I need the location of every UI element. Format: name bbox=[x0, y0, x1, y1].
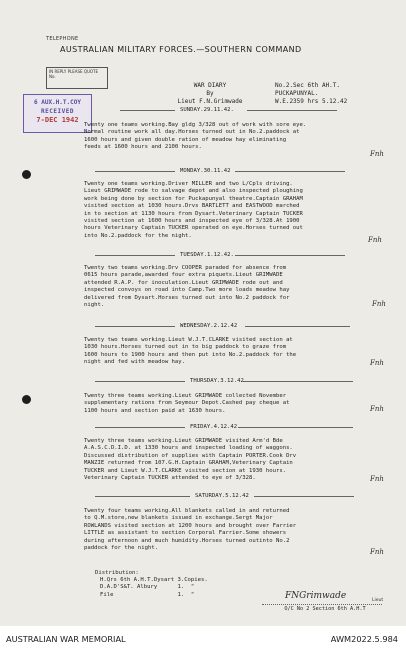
entry-line: Twenty two teams working.Drv COOPER paraded for absence from bbox=[84, 265, 287, 271]
distribution-list bbox=[95, 570, 275, 599]
entry-line: Veterinary Captain TUCKER attended to eye of 3/328. bbox=[84, 475, 256, 482]
day-heading-tuesday: TUESDAY.1.12.42. bbox=[180, 252, 234, 258]
entry-line: feeds at 1600 hours and 2100 hours. bbox=[84, 144, 202, 151]
signature: FNGrimwade bbox=[285, 591, 347, 601]
heading-rule bbox=[95, 326, 175, 327]
entry-line: TUCKER and Lieut W.J.T.CLARKE visited section at 1930 hours. bbox=[84, 467, 287, 474]
entry-line: Twenty three teams working.Lieut GRIMWADE collected November bbox=[84, 393, 287, 399]
unit-section: No.2.Sec 6th AH.T. bbox=[275, 82, 341, 89]
entry-line: 1600 hours to 1900 hours and then put into No.2.paddock for the bbox=[84, 351, 297, 358]
telephone-label: TELEPHONE bbox=[46, 36, 79, 42]
entry-line: during afternoon and much humidity.Horses turned outinto No.2 bbox=[84, 537, 290, 544]
entry-line: into No.2.paddock for the night. bbox=[84, 232, 192, 239]
stamp-received: RECEIVED bbox=[41, 108, 74, 115]
diary-by: By bbox=[206, 90, 214, 97]
reply-quote-number: No. bbox=[49, 74, 56, 79]
entry-line: Twenty two teams working.Lieut W.J.T.CLARKE visited section at bbox=[84, 337, 293, 343]
heading-rule bbox=[238, 427, 353, 428]
day-entry-monday bbox=[84, 181, 374, 240]
day-entry-saturday bbox=[84, 508, 374, 552]
unit-location: PUCKAPUNYAL. bbox=[275, 90, 319, 97]
reply-quote-label: IN REPLY PLEASE QUOTE bbox=[49, 69, 99, 74]
day-entry-wednesday bbox=[84, 337, 374, 367]
initials-tuesday: Fnh bbox=[372, 300, 386, 308]
signature-line bbox=[262, 604, 382, 605]
punch-hole bbox=[22, 170, 31, 179]
entry-line: delivered from Dysart.Horses turned out into No.2 paddock for bbox=[84, 294, 290, 301]
day-heading-sunday: SUNDAY.29.11.42. bbox=[180, 107, 234, 113]
day-heading-wednesday: WEDNESDAY.2.12.42 bbox=[180, 323, 238, 329]
entry-line: 1100 hours and section paid at 1630 hours. bbox=[84, 407, 226, 414]
day-heading-saturday: SATURDAY.5.12.42 bbox=[195, 493, 249, 499]
entry-line: paddock for the night. bbox=[84, 545, 159, 552]
entry-line: MANZIE returned from 107.G.H.Captain GRAHAM,Veterinary Captain bbox=[84, 460, 293, 467]
heading-rule bbox=[235, 171, 345, 172]
signature-rank: Lieut bbox=[372, 598, 384, 603]
entry-line: ROWLANDS visited section at 1200 hours and brought over Farrier bbox=[84, 522, 297, 529]
archive-reference: AWM2022.5.984 bbox=[330, 634, 398, 644]
entry-line: visited section at 1600 hours and inspected eye of 3/328.At 1900 bbox=[84, 218, 300, 225]
day-entry-friday bbox=[84, 438, 374, 482]
entry-line: hours Veterinary Captain TUCKER operated on eye.Horses turned out bbox=[84, 225, 303, 232]
entry-line: inspected convoys on road into Camp.Two more loads meadow hay bbox=[84, 287, 290, 294]
initials-wednesday: Fnh bbox=[370, 359, 384, 367]
heading-rule bbox=[235, 255, 345, 256]
day-entry-sunday bbox=[84, 122, 374, 152]
entry-line: 1030 hours.Horses turned out in to big paddock to graze from bbox=[84, 344, 287, 351]
entry-line: 0615 hours parade,awarded four extra piquets.Lieut GRIMWADE bbox=[84, 272, 283, 279]
entry-line: visited section at 1030 hours.Drvs BARTLETT and EASTWOOD marched bbox=[84, 203, 300, 210]
unit-block bbox=[275, 82, 395, 106]
day-heading-friday: FRIDAY.4.12.42 bbox=[190, 424, 238, 430]
entry-line: Lieut GRIMWADE rode to salvage depot and also inspected ploughing bbox=[84, 188, 303, 195]
entry-line: Twenty four teams working.All blankets called in and returned bbox=[84, 508, 290, 514]
punch-hole bbox=[22, 395, 31, 404]
initials-saturday: Fnh bbox=[370, 548, 384, 556]
entry-line: in to section at 1130 hours from Dysart.Veterinary Captain TUCKER bbox=[84, 210, 303, 217]
archive-credit: AUSTRALIAN WAR MEMORIAL bbox=[6, 634, 126, 644]
diary-title-block bbox=[160, 82, 260, 106]
distribution-line: D.A.D'S&T. Albury 1. " bbox=[100, 584, 195, 591]
entry-line: A.A.S.C.D.I.D. at 1330 hours and inspected loading of waggons. bbox=[84, 445, 293, 452]
entry-line: supplementary rations from Seymour Depot.Cashed pay cheque at bbox=[84, 400, 290, 407]
entry-line: to Q.M.store,new blankets issued in exchange.Sergt Major bbox=[84, 515, 273, 522]
entry-line: night. bbox=[84, 302, 105, 309]
heading-rule bbox=[95, 171, 175, 172]
entry-line: Normal routine work all day.Horses turned out in No.2.paddock at bbox=[84, 129, 300, 136]
stamp-unit: 6 AUX.H.T.COY bbox=[34, 99, 81, 106]
day-heading-thursday: THURSDAY.3.12.42 bbox=[190, 378, 244, 384]
entry-line: Discussed distribution of supplies with Captain PORTER.Cook Drv bbox=[84, 452, 297, 459]
day-entry-thursday bbox=[84, 393, 374, 415]
day-entry-tuesday bbox=[84, 265, 374, 309]
heading-rule bbox=[95, 496, 190, 497]
initials-sunday: Fnh bbox=[370, 150, 384, 158]
diary-title: WAR DIARY bbox=[193, 82, 227, 89]
stamp-date: 7-DEC 1942 bbox=[36, 116, 79, 124]
entry-line: Twenty one teams working.Bay gldg 3/328 out of work with sore eye. bbox=[84, 122, 307, 128]
entry-line: work being done by section for Puckapunyal theatre.Captain GRAHAM bbox=[84, 195, 303, 202]
initials-monday: Fnh bbox=[368, 236, 382, 244]
entry-line: Twenty three teams working.Lieut GRIMWADE visited Arm'd Bde bbox=[84, 438, 283, 444]
distribution-line: File 1. " bbox=[100, 591, 195, 598]
entry-line: attended R.A.P. for inoculation.Lieut GRIMWADE rode out and bbox=[84, 279, 283, 286]
letterhead-title: AUSTRALIAN MILITARY FORCES.—SOUTHERN COMMAND bbox=[60, 45, 302, 54]
entry-line: night and fed with meadow hay. bbox=[84, 359, 186, 366]
initials-thursday: Fnh bbox=[370, 405, 384, 413]
heading-rule bbox=[95, 255, 175, 256]
initials-friday: Fnh bbox=[370, 475, 384, 483]
week-ending: W.E.2359 hrs 5.12.42 bbox=[275, 98, 348, 105]
reply-quote-box bbox=[46, 67, 108, 89]
diary-author: Lieut F.N.Grimwade bbox=[177, 98, 243, 105]
entry-line: LITTLE as assistant to section Corporal Farrier.Some showers bbox=[84, 530, 287, 537]
heading-rule bbox=[247, 110, 337, 111]
entry-line: Twenty one teams working.Driver MILLER and two L/Cpls driving. bbox=[84, 181, 293, 187]
heading-rule bbox=[245, 326, 350, 327]
heading-rule bbox=[243, 381, 353, 382]
entry-line: 1600 hours and given double ration of meadow hay eliminating bbox=[84, 136, 287, 143]
signature-title: O/C No 2 Section 6th A.H.T bbox=[284, 606, 366, 612]
distribution-line: H.Qrs 6th A.H.T.Dysart 3.Copies. bbox=[100, 577, 208, 584]
distribution-heading: Distribution: bbox=[95, 570, 139, 576]
heading-rule bbox=[120, 110, 175, 111]
heading-rule bbox=[95, 427, 185, 428]
heading-rule bbox=[254, 496, 354, 497]
day-heading-monday: MONDAY.30.11.42 bbox=[180, 168, 231, 174]
heading-rule bbox=[95, 381, 185, 382]
received-stamp bbox=[23, 94, 92, 133]
